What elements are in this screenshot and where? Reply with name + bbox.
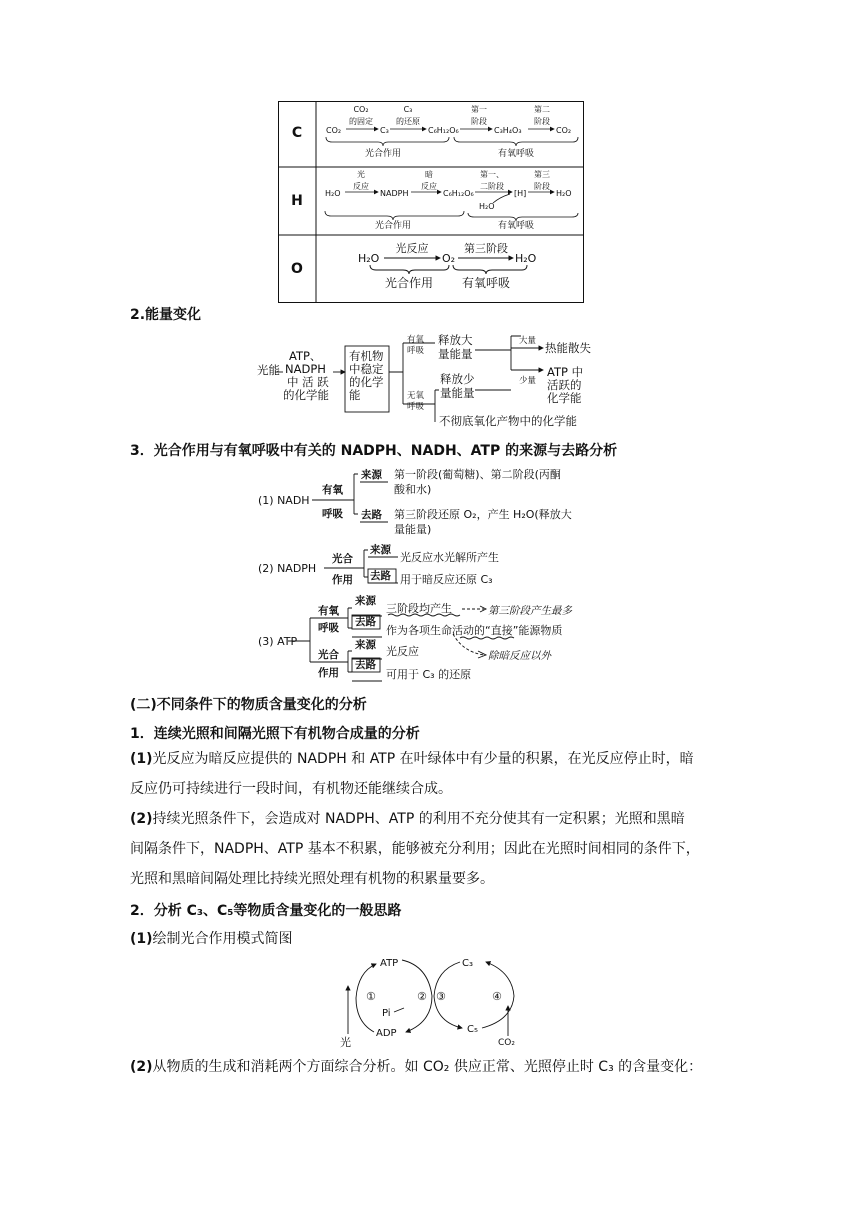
- active-chem-energy: ATP、 NADPH 中 活 跃 的化学能: [283, 349, 329, 402]
- h-brace-left: 光合作用: [374, 221, 412, 231]
- h-end: H₂O: [556, 189, 572, 198]
- pi-node: Pi: [382, 1008, 391, 1019]
- nadph-source-label: 来源: [370, 544, 391, 556]
- c-brace-left: 光合作用: [364, 149, 402, 159]
- c-a1-top: CO₂: [353, 105, 369, 114]
- h-m2: C₆H₁₂O₆: [443, 189, 474, 198]
- o-a1-top: 光反应: [395, 242, 429, 255]
- c-a2-top: C₃: [403, 105, 413, 114]
- nadh-source-label: 来源: [361, 469, 382, 481]
- o-brace-right: 有氧呼吸: [461, 276, 511, 290]
- paragraph-3-lead: (1): [130, 931, 153, 947]
- release-small-energy: 释放少 量能量: [440, 372, 475, 400]
- nadph-process: 光合 作用: [332, 553, 353, 586]
- nadph-sink-label: 去路: [370, 570, 391, 582]
- atp-resp-source: 三阶段均产生: [386, 602, 452, 615]
- c-a1-bottom: 的固定: [349, 117, 373, 126]
- nadh-process: 有氧 呼吸: [322, 484, 343, 520]
- paragraph-2-line-3: 光照和黑暗间隔处理比持续光照处理有机物的积累量要多。: [130, 871, 494, 887]
- atp-resp-process: 有氧 呼吸: [318, 605, 339, 634]
- paragraph-3: [130, 924, 293, 954]
- aerobic-label: 有氧 呼吸: [407, 335, 425, 356]
- atp-resp-sink: 作为各项生命活动的“直接”能源物质: [386, 624, 563, 637]
- photosynthesis-cycle-diagram: [336, 950, 532, 1050]
- atp-resp-sink-label: 去路: [355, 616, 376, 628]
- nadh-source-text: 第一阶段(葡萄糖)、第二阶段(丙酮 酸和水): [394, 468, 561, 496]
- co2-node: CO₂: [498, 1038, 515, 1048]
- h-a4-top: 第三: [534, 170, 550, 179]
- o-a2-top: 第三阶段: [464, 242, 508, 255]
- energy-change-diagram: [253, 328, 613, 432]
- c-m1: C₃: [380, 126, 389, 135]
- c-a3-bottom: 阶段: [471, 117, 487, 126]
- atp-photo-source: 光反应: [386, 645, 419, 658]
- section-2-heading: 2.能量变化: [130, 307, 202, 323]
- h-start: H₂O: [325, 189, 341, 198]
- light-energy: 光能: [257, 363, 280, 377]
- paragraph-1-line-1: 光反应为暗反应提供的 NADPH 和 ATP 在叶绿体中有少量的积累，在光反应停止时，暗: [152, 751, 694, 767]
- atp-active-energy: ATP 中 活跃的 化学能: [547, 365, 584, 405]
- adp-node: ADP: [376, 1028, 397, 1039]
- nadph-label: (2) NADPH: [258, 562, 317, 575]
- nadh-sink-text: 第三阶段还原 O₂，产生 H₂O(释放大 量能量): [394, 508, 572, 536]
- paragraph-3-text: 绘制光合作用模式简图: [152, 931, 293, 947]
- subheading-1: 1．连续光照和间隔光照下有机物合成量的分析: [130, 726, 420, 742]
- h-a1-bottom: 反应: [353, 182, 369, 191]
- h-a4-bottom: 阶段: [534, 182, 550, 191]
- c-a4-bottom: 阶段: [534, 117, 550, 126]
- c-end: CO₂: [556, 126, 572, 135]
- o-end: H₂O: [515, 252, 537, 265]
- atp-photo-process: 光合 作用: [318, 649, 339, 679]
- row-label-h: H: [291, 193, 303, 209]
- large-amount-label: 大量: [519, 336, 537, 346]
- o-brace-left: 光合作用: [384, 276, 434, 290]
- o-m1: O₂: [442, 252, 456, 265]
- nadph-nadh-atp-diagram: [258, 462, 610, 688]
- step-3: ③: [436, 990, 446, 1003]
- nadh-sink-label: 去路: [361, 509, 382, 521]
- paragraph-4-lead: (2): [130, 1059, 153, 1075]
- atp-photo-note: 除暗反应以外: [488, 650, 551, 662]
- step-2: ②: [417, 990, 427, 1003]
- nadph-source-text: 光反应水光解所产生: [400, 551, 499, 564]
- c-a4-top: 第二: [534, 105, 550, 114]
- paragraph-2-line-2: 间隔条件下，NADPH、ATP 基本不积累，能够被充分利用；因此在光照时间相同的条件下，: [130, 841, 700, 857]
- atp-resp-source-note: 第三阶段产生最多: [488, 605, 572, 617]
- paragraph-2-lead: (2): [130, 811, 153, 827]
- part-2-heading: (二)不同条件下的物质含量变化的分析: [130, 697, 367, 713]
- step-4: ④: [492, 990, 502, 1003]
- atp-photo-source-label: 来源: [355, 639, 376, 651]
- nadph-sink-text: 用于暗反应还原 C₃: [400, 573, 493, 586]
- h-a3-top: 第一、: [480, 170, 504, 179]
- stable-chem-energy: 有机物 中稳定 的化学 能: [349, 349, 384, 402]
- c-m3: C₃H₄O₃: [494, 126, 522, 135]
- heat-loss: 热能散失: [545, 341, 591, 355]
- h-a2-top: 暗: [425, 170, 433, 179]
- c-a3-top: 第一: [471, 105, 487, 114]
- c3-node: C₃: [462, 958, 473, 969]
- section-3-heading: 3．光合作用与有氧呼吸中有关的 NADPH、NADH、ATP 的来源与去路分析: [130, 443, 618, 459]
- element-flow-table: [278, 101, 584, 303]
- atp-photo-sink: 可用于 C₃ 的还原: [386, 668, 472, 681]
- paragraph-2: [130, 804, 740, 894]
- c-start: CO₂: [326, 126, 342, 135]
- paragraph-1-line-2: 反应仍可持续进行一段时间，有机物还能继续合成。: [130, 781, 452, 797]
- incomplete-oxidation-energy: 不彻底氧化产物中的化学能: [439, 414, 577, 428]
- o-start: H₂O: [358, 252, 380, 265]
- c-a2-bottom: 的还原: [396, 117, 420, 126]
- small-amount-label: 少量: [519, 376, 537, 386]
- atp-label: (3) ATP: [258, 635, 298, 648]
- release-large-energy: 释放大 量能量: [438, 333, 473, 361]
- c5-node: C₅: [467, 1024, 478, 1035]
- atp-resp-source-label: 来源: [355, 595, 376, 607]
- h-a2-bottom: 反应: [421, 182, 437, 191]
- paragraph-4-text: 从物质的生成和消耗两个方面综合分析。如 CO₂ 供应正常、光照停止时 C₃ 的含量变化：: [152, 1059, 703, 1075]
- atp-node: ATP: [380, 958, 399, 969]
- subheading-2: 2．分析 C₃、C₅等物质含量变化的一般思路: [130, 903, 402, 919]
- row-label-o: O: [291, 261, 303, 277]
- c-brace-right: 有氧呼吸: [497, 149, 535, 159]
- paragraph-1-lead: (1): [130, 751, 153, 767]
- row-label-c: C: [291, 125, 303, 141]
- nadh-label: (1) NADH: [258, 494, 310, 507]
- h-m3: [H]: [514, 189, 527, 198]
- paragraph-1: [130, 744, 740, 804]
- h-m1: NADPH: [380, 189, 409, 198]
- paragraph-2-line-1: 持续光照条件下，会造成对 NADPH、ATP 的利用不充分使其有一定积累；光照和黑暗: [152, 811, 685, 827]
- paragraph-4: [130, 1052, 750, 1082]
- light-label: 光: [340, 1036, 351, 1049]
- h-a3-bottom: 二阶段: [480, 182, 504, 191]
- anaerobic-label: 无氧 呼吸: [407, 391, 425, 412]
- h-brace-right: 有氧呼吸: [497, 221, 535, 231]
- atp-photo-sink-label: 去路: [355, 659, 376, 671]
- h-side-input: H₂O: [479, 202, 495, 211]
- step-1: ①: [366, 990, 376, 1003]
- h-a1-top: 光: [357, 170, 365, 179]
- c-m2: C₆H₁₂O₆: [428, 126, 459, 135]
